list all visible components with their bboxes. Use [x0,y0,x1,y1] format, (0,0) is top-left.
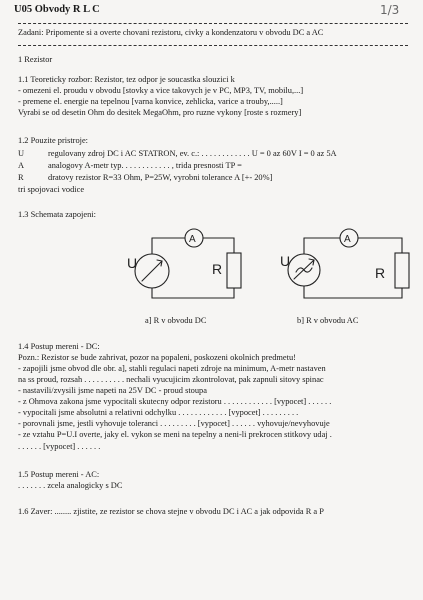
section-1-heading: 1 Rezistor [18,55,53,64]
procedure-line: na ss proud, rozsah . . . . . . . . . . nechali vyucujicim zkontrolovat, pak zapnuli sitovy spinac [18,375,324,384]
theory-line: Vyrabi se od desetin Ohm do desitek MegaOhm, pro ruzne vykony [roste s rozmery] [18,108,302,117]
procedure-line: - porovnali jsme, jestli vyhovuje toleranci . . . . . . . . . [vypocet] . . . . . . vyhovuje/nevyhovuje [18,419,330,428]
task-divider [18,45,408,46]
procedure-line: . . . . . . [vypocet] . . . . . . [18,442,101,451]
procedure-line: - z Ohmova zakona jsme vypocitali skutecny odpor rezistoru . . . . . . . . . . . . [vypocet] . . . . . . [18,397,332,406]
instrument-symbol: U [18,149,25,158]
wire [203,238,234,253]
ammeter-label: A [189,234,196,245]
conclusion-line: 1.6 Zaver: ........ zjistite, ze rezistor se chova stejne v obvodu DC i AC a jak odpovida R a P [18,507,324,516]
instrument-symbol: A [18,161,25,170]
procedure-line: Pozn.: Rezistor se bude zahrivat, pozor na popaleni, poskozeni okolnich predmetu! [18,353,296,362]
circuit-dc-caption: a] R v obvodu DC [145,316,207,325]
procedure-line: - zapojili jsme obvod dle obr. a], stahli regulaci napeti zdroje na minimum, A-metr nastaven [18,364,326,373]
task-statement: Zadani: Pripomente si a overte chovani rezistoru, civky a kondenzatoru v obvodu DC a AC [18,28,324,37]
instrument-description: analogovy A-metr typ. . . . . . . . . . . . , trida presnosti TP = [48,161,242,170]
page-number-mark: 1/3 [380,3,400,17]
wire [304,286,402,298]
wire [152,288,234,298]
wires-note: tri spojovaci vodice [18,185,85,194]
circuit-ac-caption: b] R v obvodu AC [297,316,359,325]
instrument-description: regulovany zdroj DC i AC STATRON, ev. c.: . . . . . . . . . . . . U = 0 az 60V I = 0 az 5A [48,149,337,158]
theory-line: - omezeni el. proudu v obvodu [stovky a vice takovych je v PC, MP3, TV, mobilu,...] [18,86,304,95]
resistor-symbol [227,253,241,288]
instrument-symbol: R [18,173,24,182]
top-divider [18,23,408,24]
ammeter-label: A [344,234,351,245]
resistor-label: R [375,265,386,281]
procedure-line: - ze vztahu P=U.I overte, jaky el. vykon se meni na tepelny a neni-li prekrocen stitkovy udaj . [18,430,332,439]
section-1-5-heading: 1.5 Postup mereni - AC: [18,470,100,479]
section-1-4-heading: 1.4 Postup mereni - DC: [18,342,100,351]
resistor-symbol [395,253,409,288]
wire [358,238,402,253]
theory-line: - premene el. energie na tepelnou [varna konvice, zehlicka, varice a trouby,.....] [18,97,283,106]
document-title: U05 Obvody R L C [14,4,100,15]
section-1-2-heading: 1.2 Pouzite pristroje: [18,136,89,145]
resistor-label: R [212,261,223,277]
source-label: U [280,253,291,269]
procedure-line: - nastavili/zvysili jsme napeti na 25V DC - proud stoupa [18,386,207,395]
circuit-ac-diagram [270,218,415,306]
procedure-line: - vypocitali jsme absolutni a relativni odchylku . . . . . . . . . . . . [vypocet] . . . . . . . . . [18,408,299,417]
section-1-3-heading: 1.3 Schemata zapojeni: [18,210,96,219]
source-label: U [127,255,138,271]
section-1-1-heading: 1.1 Teoreticky rozbor: Rezistor, tez odpor je soucastka slouzici k [18,75,235,84]
instrument-description: dratovy rezistor R=33 Ohm, P=25W, vyrobni tolerance A [+- 20%] [48,173,273,182]
ac-procedure-line: . . . . . . . zcela analogicky s DC [18,481,123,490]
circuit-dc-diagram [112,218,252,306]
